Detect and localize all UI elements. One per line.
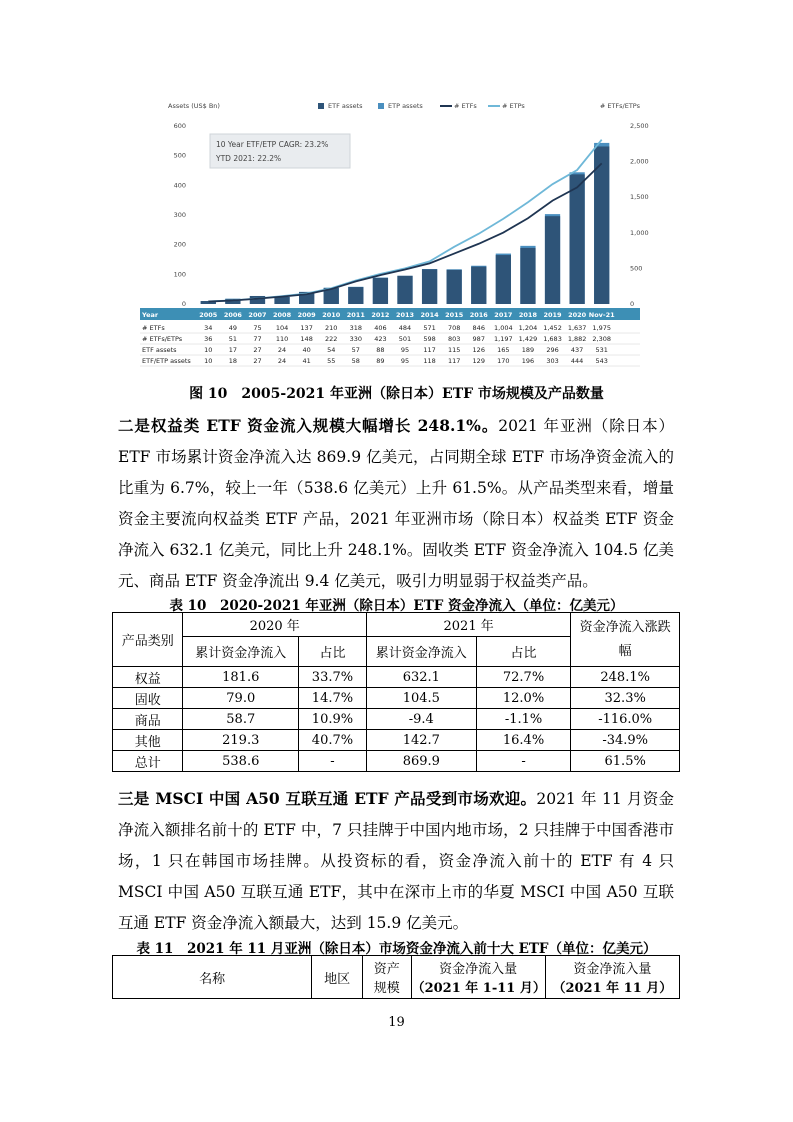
table-row [113, 751, 680, 772]
table-cell-s2021: -1.1% [476, 709, 571, 730]
table11 [112, 955, 680, 999]
col-year-2020: 2020 年 [183, 613, 366, 637]
table-cell: 571 [423, 324, 436, 332]
table-cell: 10 [204, 346, 213, 354]
col-cum-2020: 累计资金净流入 [183, 637, 299, 667]
legend-swatch [378, 103, 384, 109]
year-label: 2007 [248, 311, 267, 319]
table-cell-v2021: 869.9 [366, 751, 476, 772]
legend-item: ETF assets [328, 102, 363, 110]
table-cell: 89 [376, 357, 385, 365]
table-cell: 1,197 [494, 335, 513, 343]
table-cell: 49 [228, 324, 238, 332]
table-cell-chg: 248.1% [571, 667, 680, 688]
table-cell-v2021: 104.5 [366, 688, 476, 709]
right-tick-label: 1,500 [630, 193, 649, 202]
col-inflow-ytd: 资金净流入量 （2021 年 1-11 月） [411, 956, 545, 999]
right-tick-label: 0 [630, 300, 635, 308]
col-category: 产品类别 [113, 613, 183, 667]
table-cell-name: 其他 [113, 730, 183, 751]
right-axis-label: # ETFs/ETPs [599, 102, 640, 110]
etf-assets-bar [496, 255, 511, 304]
col-share-2020: 占比 [299, 637, 367, 667]
col-change: 资金净流入涨跌幅 [571, 613, 680, 667]
table-cell: 51 [228, 335, 238, 343]
paragraph-body: 2021 年 11 月资金净流入额排名前十的 ETF 中，7 只挂牌于中国内地市场，2 只挂牌于中国香港市场，1 只在韩国市场挂牌。从投资标的看，资金净流入前十的 ETF 有 4 只 MSCI 中国 A50 互联互通 ETF，其中在深市上市的华夏 MSCI 中国 A50 互联互通 ETF 资金净流入额最大，达到 15.9 亿美元。 [118, 790, 675, 932]
table-cell: 36 [204, 335, 213, 343]
table-cell-chg: -34.9% [571, 730, 680, 751]
table-cell: 95 [400, 346, 410, 354]
table-cell-v2021: 632.1 [366, 667, 476, 688]
left-tick-label: 500 [173, 151, 186, 160]
year-label: 2011 [346, 311, 365, 319]
table-cell-chg: 61.5% [571, 751, 680, 772]
table-cell: 1,882 [567, 335, 587, 343]
table-cell-name: 权益 [113, 667, 183, 688]
table-cell-v2021: -9.4 [366, 709, 476, 730]
table-cell: 303 [546, 357, 559, 365]
table-cell: 1,975 [592, 324, 612, 332]
etf-assets-bar [274, 297, 289, 304]
year-label: 2013 [395, 311, 415, 319]
table-cell: 126 [472, 346, 485, 354]
legend-swatch [318, 103, 324, 109]
table-cell: 88 [376, 346, 385, 354]
table-cell: 1,683 [543, 335, 562, 343]
right-tick-label: 2,000 [630, 157, 649, 166]
year-label: 2008 [273, 311, 292, 319]
table-cell-v2020: 219.3 [183, 730, 299, 751]
table-cell: 1,637 [567, 324, 587, 332]
table-cell-chg: -116.0% [571, 709, 680, 730]
page-number: 19 [388, 1015, 405, 1030]
table-row [113, 667, 680, 688]
table10 [112, 612, 680, 772]
table-cell: 1,429 [518, 335, 538, 343]
table-cell: 118 [423, 357, 436, 365]
table-cell-s2021: 16.4% [476, 730, 571, 751]
col-inflow-nov: 资金净流入量 （2021 年 11 月） [545, 956, 679, 999]
year-label: 2006 [223, 311, 242, 319]
table11-caption: 表 11 2021 年 11 月亚洲（除日本）市场资金净流入前十大 ETF（单位：亿美元） [136, 941, 657, 957]
table-cell: 41 [302, 357, 311, 365]
ytd-annotation: YTD 2021: 22.2% [216, 154, 282, 163]
table-cell-name: 商品 [113, 709, 183, 730]
left-tick-label: 400 [173, 181, 186, 190]
table-cell: 165 [497, 346, 510, 354]
table-cell: 57 [351, 346, 360, 354]
table-cell: 222 [325, 335, 338, 343]
table-cell: 170 [497, 357, 510, 365]
table-row [113, 730, 680, 751]
table-row [113, 688, 680, 709]
etf-assets-bar [545, 216, 560, 304]
table-cell: 708 [447, 324, 461, 332]
table-cell: 1,004 [494, 324, 513, 332]
etf-assets-bar [471, 267, 486, 304]
table-cell-s2021: - [476, 751, 571, 772]
table-cell-name: 固收 [113, 688, 183, 709]
year-label: 2009 [297, 311, 316, 319]
table-cell: 117 [447, 357, 461, 365]
year-label: 2014 [420, 311, 439, 319]
etf-chart [140, 96, 649, 372]
table-cell: 115 [447, 346, 461, 354]
legend-item: # ETPs [502, 102, 525, 110]
etf-assets-bar [422, 269, 437, 304]
col-share-2021: 占比 [476, 637, 571, 667]
table-cell-v2021: 142.7 [366, 730, 476, 751]
table-cell: 598 [423, 335, 436, 343]
table-cell: 137 [300, 324, 313, 332]
paragraph-a50 [118, 783, 674, 939]
year-label: 2019 [543, 311, 562, 319]
figure-caption: 图 10 2005-2021 年亚洲（除日本）ETF 市场规模及产品数量 [189, 386, 604, 402]
table-cell: 18 [228, 357, 238, 365]
table-cell: 24 [277, 357, 287, 365]
table-cell: 27 [253, 357, 262, 365]
table-cell: 803 [447, 335, 461, 343]
table-cell: 54 [327, 346, 336, 354]
table-cell: 423 [374, 335, 387, 343]
etf-assets-bar [373, 278, 388, 304]
table-cell-s2021: 12.0% [476, 688, 571, 709]
year-label: Nov-21 [588, 311, 615, 319]
col-name: 名称 [113, 956, 312, 999]
year-label: 2016 [469, 311, 488, 319]
table-cell: 318 [349, 324, 363, 332]
paragraph-lead: 三是 MSCI 中国 A50 互联互通 ETF 产品受到市场欢迎。 [118, 789, 537, 808]
year-label: 2020 [568, 311, 587, 319]
col-cum-2021: 累计资金净流入 [366, 637, 476, 667]
table-cell: 40 [302, 346, 311, 354]
table-cell: 110 [275, 335, 289, 343]
left-axis-label: Assets (US$ Bn) [168, 102, 220, 110]
paragraph-lead: 二是权益类 ETF 资金流入规模大幅增长 248.1%。 [118, 416, 499, 435]
table-cell-v2020: 181.6 [183, 667, 299, 688]
etf-assets-bar [569, 174, 584, 304]
etf-assets-bar [397, 276, 412, 304]
etf-assets-bar [348, 287, 363, 304]
left-tick-label: 200 [173, 240, 186, 249]
table-cell: 484 [398, 324, 412, 332]
table-row [113, 709, 680, 730]
table-cell-s2020: - [299, 751, 367, 772]
table-cell: 34 [204, 324, 213, 332]
table-cell: 501 [398, 335, 412, 343]
year-label: 2005 [199, 311, 218, 319]
right-tick-label: 1,000 [630, 228, 649, 237]
table-cell: 27 [253, 346, 262, 354]
table-cell: 117 [423, 346, 436, 354]
table-cell: 1,204 [518, 324, 538, 332]
col-asset-size: 资产 规模 [362, 956, 411, 999]
table-row-label: # ETFs/ETPs [142, 335, 183, 343]
year-header-label: Year [142, 311, 159, 319]
table-cell: 10 [204, 357, 213, 365]
table-cell: 330 [349, 335, 363, 343]
etf-assets-bar [594, 146, 609, 304]
table-cell: 75 [253, 324, 262, 332]
left-tick-label: 600 [173, 122, 186, 130]
table-cell: 1,452 [543, 324, 562, 332]
table-cell: 55 [327, 357, 336, 365]
right-tick-label: 2,500 [630, 122, 649, 130]
table10-body [113, 667, 680, 772]
table-cell-chg: 32.3% [571, 688, 680, 709]
year-label: 2015 [445, 311, 464, 319]
year-label: 2010 [322, 311, 341, 319]
legend-item: ETP assets [388, 102, 423, 110]
col-region: 地区 [312, 956, 363, 999]
table-cell-s2020: 10.9% [299, 709, 367, 730]
col-year-2021: 2021 年 [366, 613, 570, 637]
table-cell-s2020: 33.7% [299, 667, 367, 688]
table-cell: 77 [253, 335, 262, 343]
table-cell: 2,308 [592, 335, 612, 343]
table-cell: 189 [521, 346, 535, 354]
year-label: 2017 [494, 311, 513, 319]
paragraph-equity-inflow [118, 410, 674, 597]
etf-assets-bar [520, 248, 535, 304]
table-cell: 437 [570, 346, 584, 354]
left-tick-label: 300 [173, 211, 186, 219]
etf-assets-bar [447, 270, 462, 304]
table-cell: 95 [400, 357, 410, 365]
table-cell-s2020: 14.7% [299, 688, 367, 709]
table-cell: 210 [325, 324, 338, 332]
left-tick-label: 100 [173, 270, 186, 279]
table-cell-s2021: 72.7% [476, 667, 571, 688]
year-label: 2018 [518, 311, 537, 319]
legend-item: # ETFs [454, 102, 477, 110]
table-row-label: ETF assets [142, 346, 177, 354]
paragraph-body: 2021 年亚洲（除日本）ETF 市场累计资金净流入达 869.9 亿美元，占同期全球 ETF 市场净资金流入的比重为 6.7%，较上一年（538.6 亿美元）上升 61.5%。从产品类型来看，增量资金主要流向权益类 ETF 产品，2021 年亚洲市场（除日本）权益类 ETF 资金净流入 632.1 亿美元，同比上升 248.1%。固收类 ETF 资金净流入 104.5 亿美元、商品 ETF 资金净流出 9.4 亿美元，吸引力明显弱于权益类产品。 [118, 417, 674, 590]
etf-chart-svg [140, 96, 649, 372]
table-cell-s2020: 40.7% [299, 730, 367, 751]
left-tick-label: 0 [181, 300, 186, 308]
table-cell: 148 [300, 335, 313, 343]
table10-caption: 表 10 2020-2021 年亚洲（除日本）ETF 资金净流入（单位：亿美元） [169, 598, 624, 614]
table-cell-v2020: 58.7 [183, 709, 299, 730]
table-cell: 543 [595, 357, 608, 365]
cagr-annotation: 10 Year ETF/ETP CAGR: 23.2% [216, 140, 329, 149]
table-cell: 846 [472, 324, 485, 332]
table-row-label: ETF/ETP assets [142, 357, 191, 365]
table-cell: 406 [374, 324, 387, 332]
table-cell: 531 [595, 346, 608, 354]
table-cell: 296 [546, 346, 559, 354]
table-row-label: # ETFs [142, 324, 165, 332]
table-cell: 444 [570, 357, 584, 365]
table-cell: 24 [277, 346, 287, 354]
table-cell: 17 [228, 346, 238, 354]
table-cell-name: 总计 [113, 751, 183, 772]
table-cell-v2020: 538.6 [183, 751, 299, 772]
table-cell: 987 [472, 335, 485, 343]
right-tick-label: 500 [630, 264, 643, 273]
table-cell: 129 [472, 357, 485, 365]
table-cell-v2020: 79.0 [183, 688, 299, 709]
year-label: 2012 [371, 311, 390, 319]
table-cell: 104 [275, 324, 289, 332]
table-cell: 196 [521, 357, 535, 365]
table-cell: 58 [351, 357, 360, 365]
